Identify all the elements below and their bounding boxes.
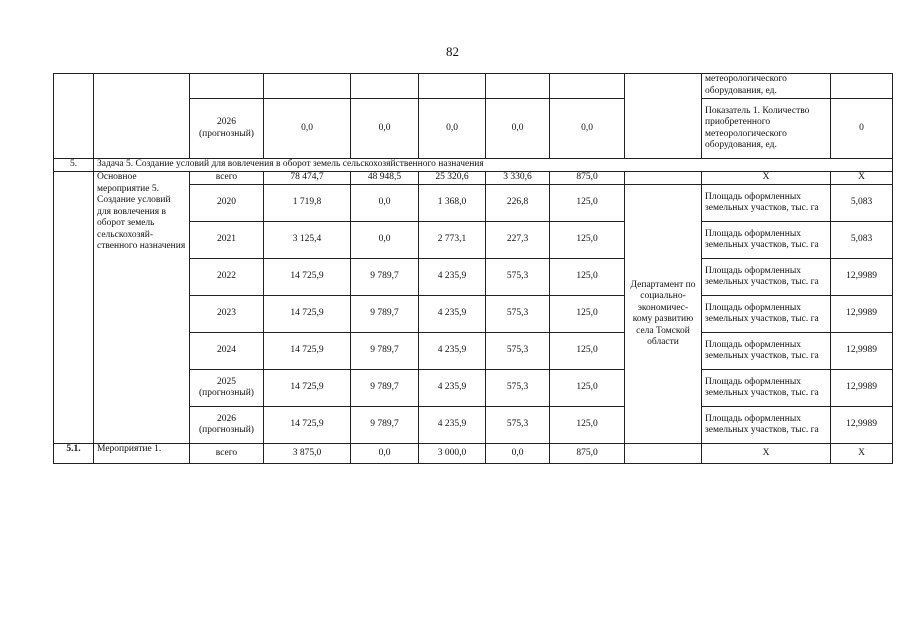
value-cell: 9 789,7	[351, 296, 419, 333]
indicator-value-cell: 12,9989	[831, 296, 893, 333]
value-cell: 125,0	[550, 370, 625, 407]
indicator-value-cell: Х	[831, 444, 893, 464]
value-cell: 3 125,4	[264, 222, 351, 259]
value-cell: 125,0	[550, 407, 625, 444]
year-cell: 2026 (прогнозный)	[190, 99, 264, 159]
indicator-value-cell: 12,9989	[831, 407, 893, 444]
year-cell: 2022	[190, 259, 264, 296]
value-cell: 0,0	[351, 444, 419, 464]
value-cell: 125,0	[550, 333, 625, 370]
indicator-cell: Площадь оформленных земельных участков, тыс. га	[702, 407, 831, 444]
value-cell: 4 235,9	[419, 296, 486, 333]
value-cell: 875,0	[550, 172, 625, 185]
indicator-cell: Х	[702, 444, 831, 464]
indicator-value-cell: 5,083	[831, 222, 893, 259]
value-cell: 575,3	[486, 370, 550, 407]
value-cell: 9 789,7	[351, 333, 419, 370]
value-cell: 4 235,9	[419, 407, 486, 444]
year-cell: 2025 (прогнозный)	[190, 370, 264, 407]
value-cell: 14 725,9	[264, 296, 351, 333]
value-cell: 9 789,7	[351, 259, 419, 296]
value-cell: 14 725,9	[264, 407, 351, 444]
value-cell: 78 474,7	[264, 172, 351, 185]
indicator-value-cell: 12,9989	[831, 259, 893, 296]
year-cell: всего	[190, 172, 264, 185]
value-cell: 4 235,9	[419, 370, 486, 407]
table-row	[54, 74, 893, 99]
value-cell: 0,0	[486, 444, 550, 464]
indicator-cell: метеорологического оборудования, ед.	[702, 74, 831, 99]
value-cell: 227,3	[486, 222, 550, 259]
event-number: 5.1.	[54, 444, 94, 464]
value-cell: 575,3	[486, 259, 550, 296]
event-name: Мероприятие 1.	[94, 444, 190, 464]
value-cell: 0,0	[264, 99, 351, 159]
year-cell: 2026 (прогнозный)	[190, 407, 264, 444]
value-cell: 4 235,9	[419, 259, 486, 296]
year-cell: 2020	[190, 185, 264, 222]
indicator-value-cell: 5,083	[831, 185, 893, 222]
value-cell: 14 725,9	[264, 370, 351, 407]
value-cell: 2 773,1	[419, 222, 486, 259]
value-cell: 575,3	[486, 333, 550, 370]
value-cell: 3 000,0	[419, 444, 486, 464]
event-name: Основное мероприятие 5. Создание условий для вовлечения в оборот земель сельскохозяй- ственного назначения	[94, 172, 190, 444]
indicator-cell: Площадь оформленных земельных участков, тыс. га	[702, 259, 831, 296]
value-cell: 4 235,9	[419, 333, 486, 370]
table-row	[54, 172, 893, 185]
value-cell: 14 725,9	[264, 259, 351, 296]
value-cell: 48 948,5	[351, 172, 419, 185]
program-table	[53, 73, 893, 464]
year-cell: 2021	[190, 222, 264, 259]
value-cell: 575,3	[486, 296, 550, 333]
value-cell: 0,0	[351, 99, 419, 159]
value-cell: 9 789,7	[351, 407, 419, 444]
value-cell: 0,0	[550, 99, 625, 159]
value-cell: 3 875,0	[264, 444, 351, 464]
indicator-cell: Показатель 1. Количество приобретенного метеорологического оборудования, ед.	[702, 99, 831, 159]
value-cell: 1 719,8	[264, 185, 351, 222]
indicator-value-cell: 0	[831, 99, 893, 159]
value-cell: 575,3	[486, 407, 550, 444]
indicator-cell: Площадь оформленных земельных участков, тыс. га	[702, 370, 831, 407]
value-cell: 125,0	[550, 222, 625, 259]
page-number: 82	[446, 44, 459, 59]
indicator-cell: Х	[702, 172, 831, 185]
value-cell: 0,0	[486, 99, 550, 159]
value-cell: 125,0	[550, 296, 625, 333]
value-cell: 125,0	[550, 185, 625, 222]
indicator-value-cell: 12,9989	[831, 370, 893, 407]
value-cell: 0,0	[351, 222, 419, 259]
year-cell: 2023	[190, 296, 264, 333]
task-number: 5.	[54, 159, 94, 172]
value-cell: 14 725,9	[264, 333, 351, 370]
indicator-cell: Площадь оформленных земельных участков, тыс. га	[702, 333, 831, 370]
value-cell: 3 330,6	[486, 172, 550, 185]
value-cell: 1 368,0	[419, 185, 486, 222]
indicator-value-cell: 12,9989	[831, 333, 893, 370]
table-row	[54, 444, 893, 464]
year-cell: 2024	[190, 333, 264, 370]
value-cell: 0,0	[419, 99, 486, 159]
value-cell: 125,0	[550, 259, 625, 296]
value-cell: 9 789,7	[351, 370, 419, 407]
year-cell: всего	[190, 444, 264, 464]
department-cell: Департамент по социально- экономичес- кому развитию села Томской области	[625, 185, 702, 444]
value-cell: 25 320,6	[419, 172, 486, 185]
task-title: Задача 5. Создание условий для вовлечения в оборот земель сельскохозяйственного назначения	[94, 159, 893, 172]
value-cell: 226,8	[486, 185, 550, 222]
indicator-cell: Площадь оформленных земельных участков, тыс. га	[702, 296, 831, 333]
indicator-cell: Площадь оформленных земельных участков, тыс. га	[702, 222, 831, 259]
task-row	[54, 159, 893, 172]
indicator-value-cell: Х	[831, 172, 893, 185]
indicator-cell: Площадь оформленных земельных участков, тыс. га	[702, 185, 831, 222]
value-cell: 875,0	[550, 444, 625, 464]
value-cell: 0,0	[351, 185, 419, 222]
